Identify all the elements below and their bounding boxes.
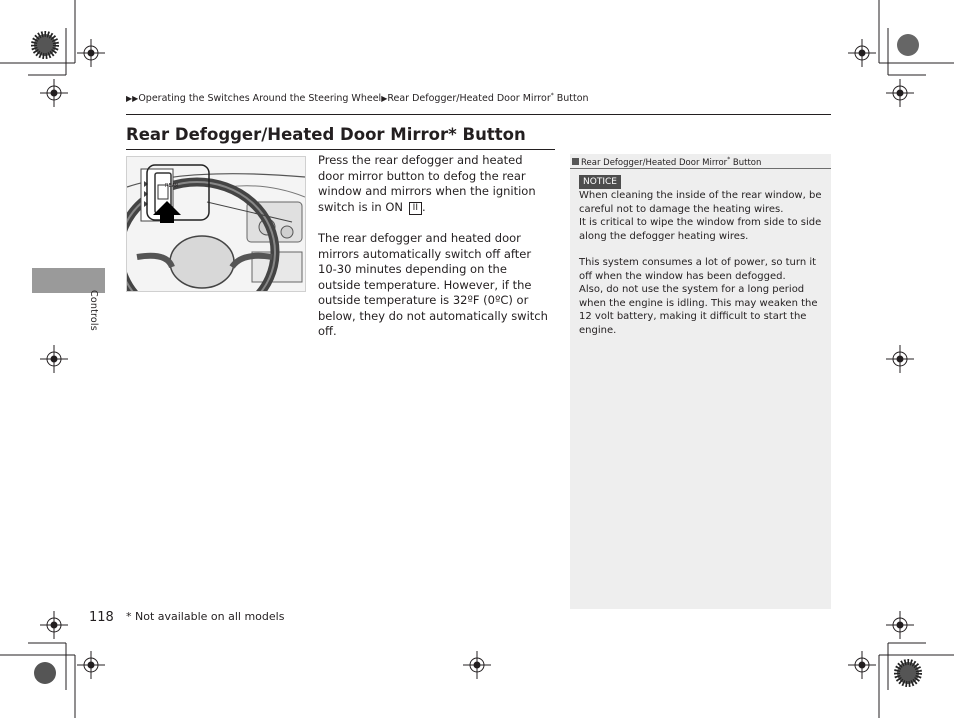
header-divider [126,114,831,115]
notes-heading-star: * [727,156,731,163]
page-title-suffix: Button [456,125,526,144]
breadcrumb-separator: ▶ [381,94,388,104]
notes-panel-text [579,189,824,337]
notes-heading-suffix: Button [730,157,762,168]
title-divider [126,149,555,150]
notes-paragraph-3: This system consumes a lot of power, so turn it off when the window has been defogged. [579,257,817,282]
notes-panel-heading [570,156,831,168]
body-paragraph-1-text: Press the rear defogger and heated door mirror button to defog the rear window and mirrors when the ignition switch is in ON [318,153,536,214]
body-text [318,153,550,356]
notes-paragraph-1: When cleaning the inside of the rear window, be careful not to damage the heating wires. [579,190,822,215]
notes-paragraph-2: It is critical to wipe the window from side to side along the defogger heating wires. [579,217,822,242]
notes-panel-divider [570,168,831,169]
breadcrumb-arrows: ▶▶ [126,94,139,104]
breadcrumb-section: Operating the Switches Around the Steering Wheel [138,93,382,105]
rear-button-label: REAR [165,183,179,189]
notice-badge: NOTICE [579,175,621,189]
breadcrumb-star: * [550,92,554,99]
body-paragraph-1-end: . [421,199,426,214]
page-title-star: * [448,125,457,144]
steering-wheel-drawing [127,157,305,291]
page-title [126,125,526,144]
footnote: * Not available on all models [126,610,285,623]
body-paragraph-2: The rear defogger and heated door mirrors automatically switch off after 10-30 minutes depending on the outside temperature. However, if the outside temperature is 32ºF (0ºC) or below, they do not automatically switch off. [318,231,548,338]
notes-heading-text: Rear Defogger/Heated Door Mirror [581,157,728,168]
breadcrumb-page: Rear Defogger/Heated Door Mirror [387,93,551,105]
notes-paragraph-4: Also, do not use the system for a long period when the engine is idling. This may weaken the 12 volt battery, making it difficult to start the engine. [579,284,818,336]
breadcrumb [126,92,589,104]
reference-icon [572,158,579,165]
section-label: Controls [88,290,99,331]
body-paragraph-1 [318,153,550,215]
page-number: 118 [89,610,114,625]
page-title-main: Rear Defogger/Heated Door Mirror [126,125,449,144]
ignition-on-symbol: II [409,202,422,215]
dashboard-illustration [126,156,306,292]
breadcrumb-page-suffix: Button [553,93,589,105]
